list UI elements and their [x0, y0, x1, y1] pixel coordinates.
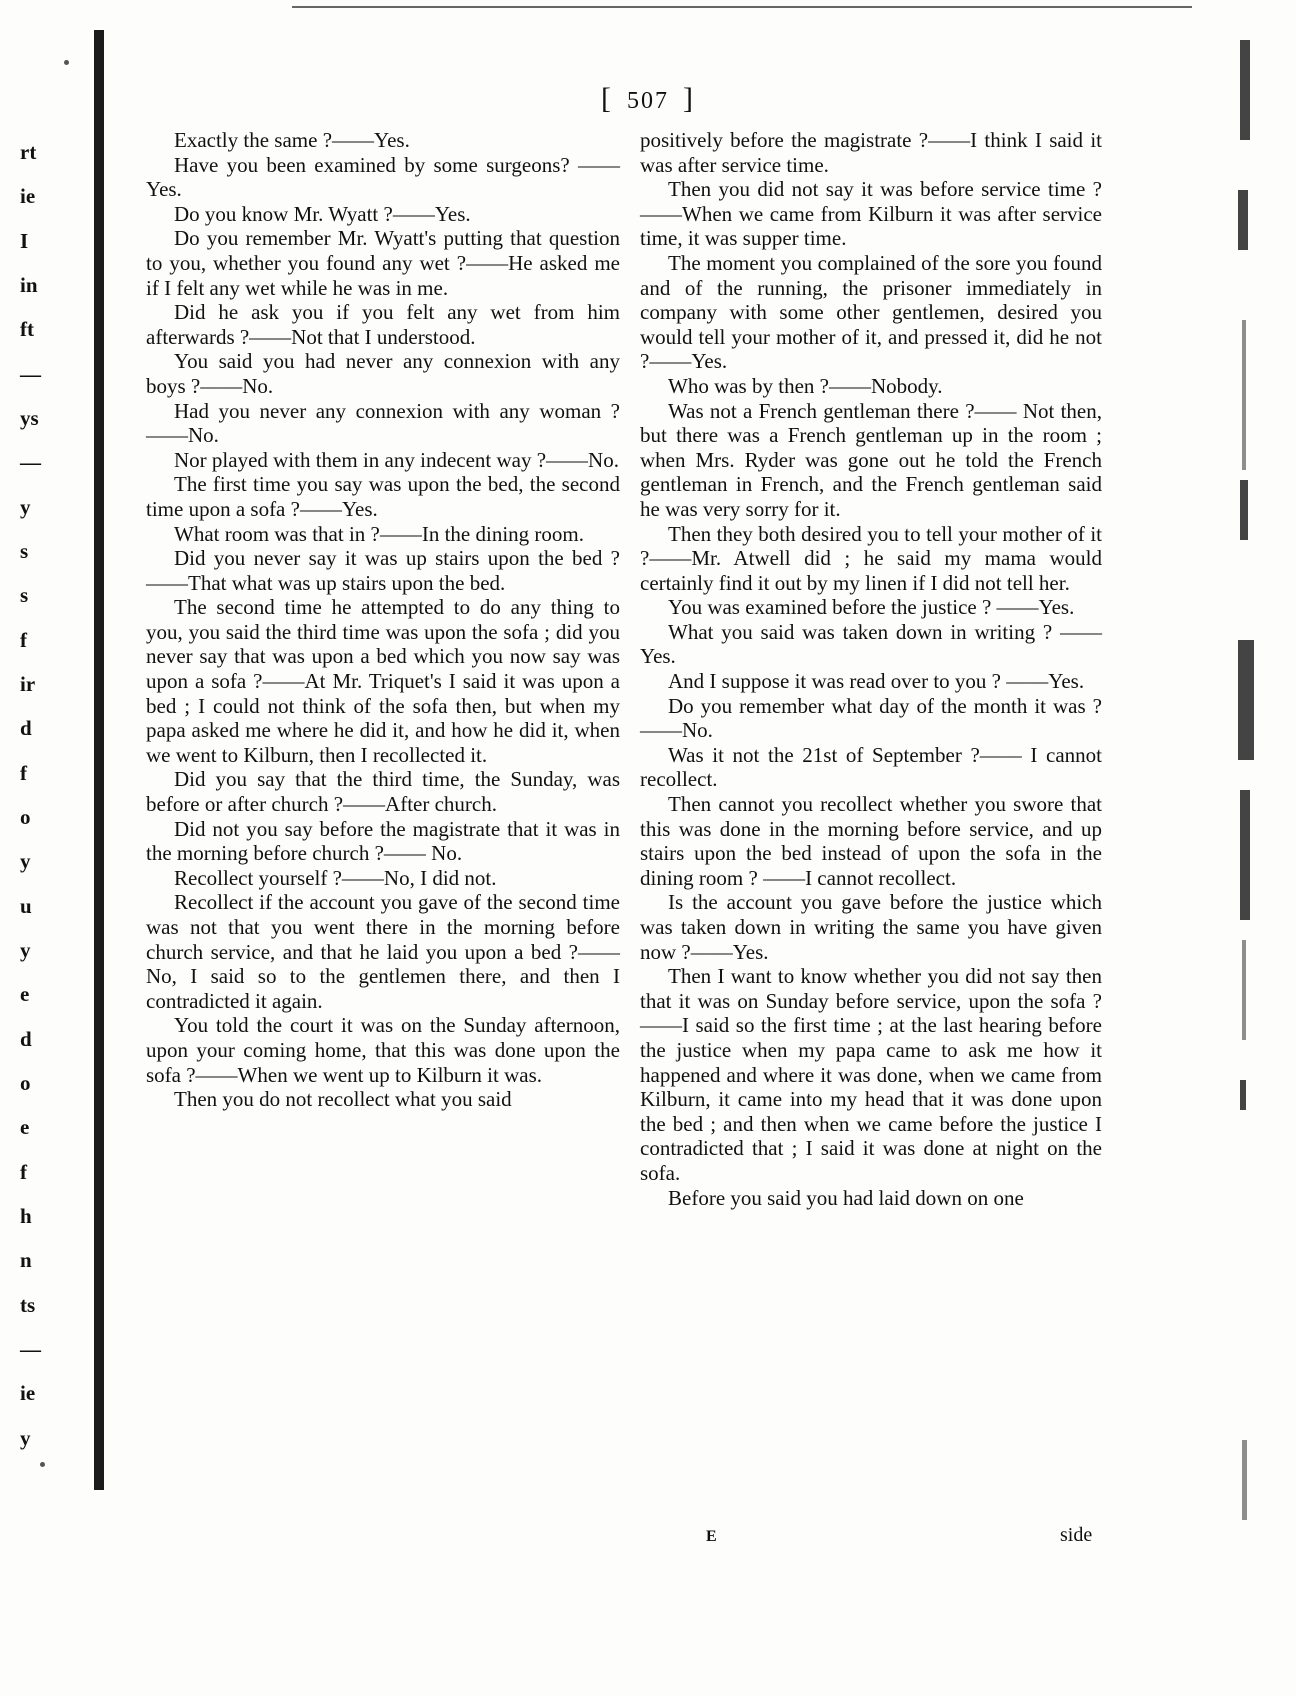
margin-fragment: s: [20, 583, 29, 607]
scan-speck: [64, 60, 69, 65]
scan-top-rule: [292, 6, 1192, 8]
right-margin-bleed: [1210, 40, 1296, 1640]
bleed-mark: [1238, 190, 1248, 250]
testimony-paragraph: You said you had never any connexion with any boys ?——No.: [146, 349, 620, 398]
bleed-mark: [1240, 1080, 1246, 1110]
testimony-paragraph: You told the court it was on the Sunday afternoon, upon your coming home, that this was done upon the sofa ?——When we went up to Kilburn it was.: [146, 1013, 620, 1087]
testimony-paragraph: Then you do not recollect what you said: [174, 1087, 512, 1112]
margin-fragment: e: [20, 1115, 30, 1139]
testimony-paragraph: Was not a French gentleman there ?—— Not then, but there was a French gentleman up in the room ; when Mrs. Ryder was gone out he told the French gentleman in French, and the French gentleman said he was very sorry for it.: [640, 398, 1102, 521]
margin-fragment: y: [20, 495, 31, 519]
margin-fragment: ie: [20, 184, 36, 208]
testimony-paragraph: Recollect if the account you gave of the second time was not that you went there in the morning before church service, and that he laid you upon a bed ?——No, I said so to the gentlemen there, and then I contradicted it again.: [146, 890, 620, 1013]
bleed-mark: [1240, 480, 1248, 540]
testimony-paragraph: Do you remember what day of the month it was ?——No.: [640, 693, 1102, 743]
testimony-paragraph: Did not you say before the magistrate that it was in the morning before church ?—— No.: [146, 816, 620, 866]
page-header: [0, 82, 1296, 116]
testimony-paragraph: Before you said you had laid down on one: [668, 1185, 1024, 1210]
binding-gutter-shadow: [94, 30, 104, 1490]
testimony-paragraph: positively before the magistrate ?——I think I said it was after service time.: [640, 128, 1102, 177]
margin-fragment: y: [20, 1426, 31, 1450]
margin-fragment: ie: [20, 1381, 36, 1405]
margin-fragment: y: [20, 849, 31, 873]
margin-fragment: o: [20, 1071, 31, 1095]
right-column: [640, 128, 1102, 1210]
testimony-paragraph: Do you remember Mr. Wyatt's putting that question to you, whether you found any wet ?——He asked me if I felt any wet while he was in me.: [146, 226, 620, 300]
margin-fragment: ir: [20, 672, 36, 696]
testimony-paragraph: Then cannot you recollect whether you swore that this was done in the morning before service, and up stairs upon the bed instead of upon the sofa in the dining room ? ——I cannot recollect.: [640, 792, 1102, 890]
header-open-bracket: [: [601, 82, 613, 115]
margin-fragment: rt: [20, 140, 37, 164]
testimony-paragraph: Did you never say it was up stairs upon the bed ?——That what was up stairs upon the bed.: [146, 546, 620, 595]
left-column: [146, 128, 620, 1112]
signature-mark: E: [706, 1528, 717, 1545]
margin-fragment: I: [20, 229, 29, 253]
testimony-paragraph: Then you did not say it was before service time ?——When we came from Kilburn it was after service time, it was supper time.: [640, 177, 1102, 251]
margin-fragment: —: [20, 1337, 41, 1361]
testimony-paragraph: You was examined before the justice ? ——Yes.: [668, 595, 1075, 620]
testimony-paragraph: The moment you complained of the sore you found and of the running, the prisoner immediately in company with some other gentlemen, desired you would tell your mother of it, and pressed it, did he not ?——Yes.: [640, 250, 1102, 374]
margin-fragment: —: [20, 450, 41, 474]
bleed-mark: [1242, 940, 1246, 1040]
margin-fragment: d: [20, 1027, 32, 1051]
bleed-mark: [1238, 640, 1254, 760]
testimony-paragraph: Do you know Mr. Wyatt ?——Yes.: [174, 201, 471, 226]
testimony-paragraph: Had you never any connexion with any woman ?——No.: [146, 398, 620, 448]
testimony-paragraph: Did you say that the third time, the Sunday, was before or after church ?——After church.: [146, 767, 620, 817]
bleed-mark: [1242, 320, 1246, 470]
margin-fragment: n: [20, 1248, 32, 1272]
testimony-paragraph: Then I want to know whether you did not say then that it was on Sunday before service, upon the sofa ?——I said so the first time ; at the last hearing before the justice when my papa came to ask me how it happened and where it was done, when we came from Kilburn, it came into my head that it was done upon the bed ; and then when we came before the justice I contradicted that ; I said it was done at night on the sofa.: [640, 964, 1102, 1185]
testimony-paragraph: Have you been examined by some surgeons? ——Yes.: [146, 152, 620, 202]
testimony-paragraph: The first time you say was upon the bed, the second time upon a sofa ?——Yes.: [146, 472, 620, 521]
margin-fragment: ts: [20, 1293, 36, 1317]
testimony-paragraph: What you said was taken down in writing ? ——Yes.: [640, 619, 1102, 669]
testimony-paragraph: The second time he attempted to do any thing to you, you said the third time was upon the sofa ; did you never say that was upon a bed which you now say was upon a sofa ?——At Mr. Triquet's I said it was upon a bed ; I could not think of the sofa then, but when my papa asked me where he did it, and how he did it, when we went to Kilburn, then I recollected it.: [146, 595, 620, 767]
bleed-mark: [1240, 790, 1250, 920]
bleed-mark: [1240, 40, 1250, 140]
margin-fragment: ft: [20, 317, 34, 341]
bleed-mark: [1242, 1440, 1247, 1520]
margin-fragment: f: [20, 761, 27, 785]
catchword: side: [1060, 1524, 1093, 1546]
testimony-paragraph: What room was that in ?——In the dining room.: [174, 521, 585, 546]
margin-fragment: f: [20, 628, 27, 652]
header-close-bracket: ]: [683, 82, 695, 115]
testimony-paragraph: Exactly the same ?——Yes.: [174, 128, 410, 152]
testimony-paragraph: Recollect yourself ?——No, I did not.: [174, 865, 497, 890]
margin-fragment: u: [20, 894, 32, 918]
testimony-paragraph: Is the account you gave before the justice which was taken down in writing the same you have given now ?——Yes.: [640, 890, 1102, 964]
testimony-paragraph: Was it not the 21st of September ?—— I cannot recollect.: [640, 742, 1102, 792]
margin-fragment: ys: [20, 406, 39, 430]
testimony-paragraph: And I suppose it was read over to you ? ——Yes.: [668, 669, 1085, 694]
margin-fragment: d: [20, 716, 32, 740]
scan-speck: [40, 1462, 45, 1467]
page-number: 507: [627, 88, 669, 114]
margin-fragment: s: [20, 539, 29, 563]
testimony-paragraph: Did he ask you if you felt any wet from him afterwards ?——Not that I understood.: [146, 300, 620, 349]
margin-fragment: h: [20, 1204, 32, 1228]
margin-fragment: y: [20, 938, 31, 962]
testimony-paragraph: Nor played with them in any indecent way ?——No.: [174, 447, 619, 472]
margin-fragment: in: [20, 273, 38, 297]
testimony-paragraph: Then they both desired you to tell your mother of it ?——Mr. Atwell did ; he said my mama would certainly find it out by my linen if I did not tell her.: [640, 521, 1102, 595]
margin-fragment: f: [20, 1160, 27, 1184]
testimony-paragraph: Who was by then ?——Nobody.: [668, 373, 943, 398]
margin-fragment: o: [20, 805, 31, 829]
margin-fragment: —: [20, 362, 41, 386]
margin-fragment: e: [20, 982, 30, 1006]
